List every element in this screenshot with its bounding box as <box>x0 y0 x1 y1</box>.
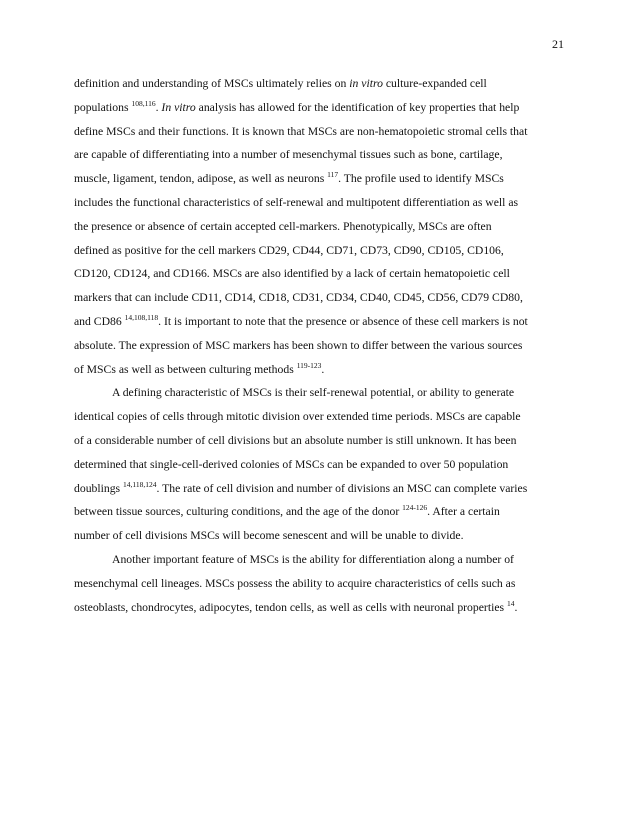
text-line: identical copies of cells through mitotic division over extended time periods. MSCs are capable <box>74 410 521 424</box>
body-text <box>74 72 564 619</box>
page-number: 21 <box>552 37 564 51</box>
text-line: CD120, CD124, and CD166. MSCs are also identified by a lack of certain hematopoietic cell <box>74 267 510 281</box>
text-line: populations $^{108,116}$. In vitro analysis has allowed for the identification of key properties that help <box>74 98 520 114</box>
citation: 14 <box>506 598 515 608</box>
text-line: number of cell divisions MSCs will become senescent and will be unable to divide. <box>74 529 464 543</box>
text-line: includes the functional characteristics of self-renewal and multipotent differentiation as well as <box>74 195 519 209</box>
citation: 14,118,124 <box>123 479 157 489</box>
text-line: define MSCs and their functions. It is known that MSCs are non-hematopoietic stromal cells that <box>74 124 528 138</box>
text-line: absolute. The expression of MSC markers has been shown to differ between the various sources <box>74 338 523 352</box>
text-line: muscle, ligament, tendon, adipose, as well as neurons $^{117}$. The profile used to identify MSCs <box>74 170 504 186</box>
text-line: mesenchymal cell lineages. MSCs possess the ability to acquire characteristics of cells such as <box>74 576 516 590</box>
text-line: are capable of differentiating into a number of mesenchymal tissues such as bone, cartilage, <box>74 148 503 162</box>
text-line: defined as positive for the cell markers CD29, CD44, CD71, CD73, CD90, CD105, CD106, <box>74 243 504 257</box>
citation: 14,108,118 <box>124 312 159 322</box>
text-line: between tissue sources, culturing conditions, and the age of the donor $^{124-126}$. After a certain <box>74 503 500 519</box>
text-line: A defining characteristic of MSCs is their self-renewal potential, or ability to generate <box>112 386 515 400</box>
citation: 108,116 <box>131 98 156 108</box>
text-line: definition and understanding of MSCs ultimately relies on in vitro culture-expanded cell <box>74 77 487 90</box>
citation: 119-123 <box>296 360 322 370</box>
text-line: determined that single-cell-derived colonies of MSCs can be expanded to over 50 population <box>74 457 509 471</box>
text-line: of MSCs as well as between culturing methods $^{119-123}$. <box>74 360 325 376</box>
citation: 124-126 <box>402 503 428 513</box>
citation: 117 <box>327 170 339 180</box>
text-line: the presence or absence of certain accepted cell-markers. Phenotypically, MSCs are often <box>74 219 492 233</box>
text-line: doublings $^{14,118,124}$. The rate of cell division and number of divisions an MSC can complete varies <box>74 479 528 495</box>
text-line: markers that can include CD11, CD14, CD18, CD31, CD34, CD40, CD45, CD56, CD79 CD80, <box>74 291 523 305</box>
text-line: osteoblasts, chondrocytes, adipocytes, tendon cells, as well as cells with neuronal properties $^{14}$. <box>74 598 518 614</box>
text-line: and CD86 $^{14,108,118}$. It is important to note that the presence or absence of these cell markers is not <box>74 312 528 328</box>
text-line: of a considerable number of cell divisions but an absolute number is still unknown. It has been <box>74 433 517 447</box>
text-line: Another important feature of MSCs is the ability for differentiation along a number of <box>112 552 514 566</box>
